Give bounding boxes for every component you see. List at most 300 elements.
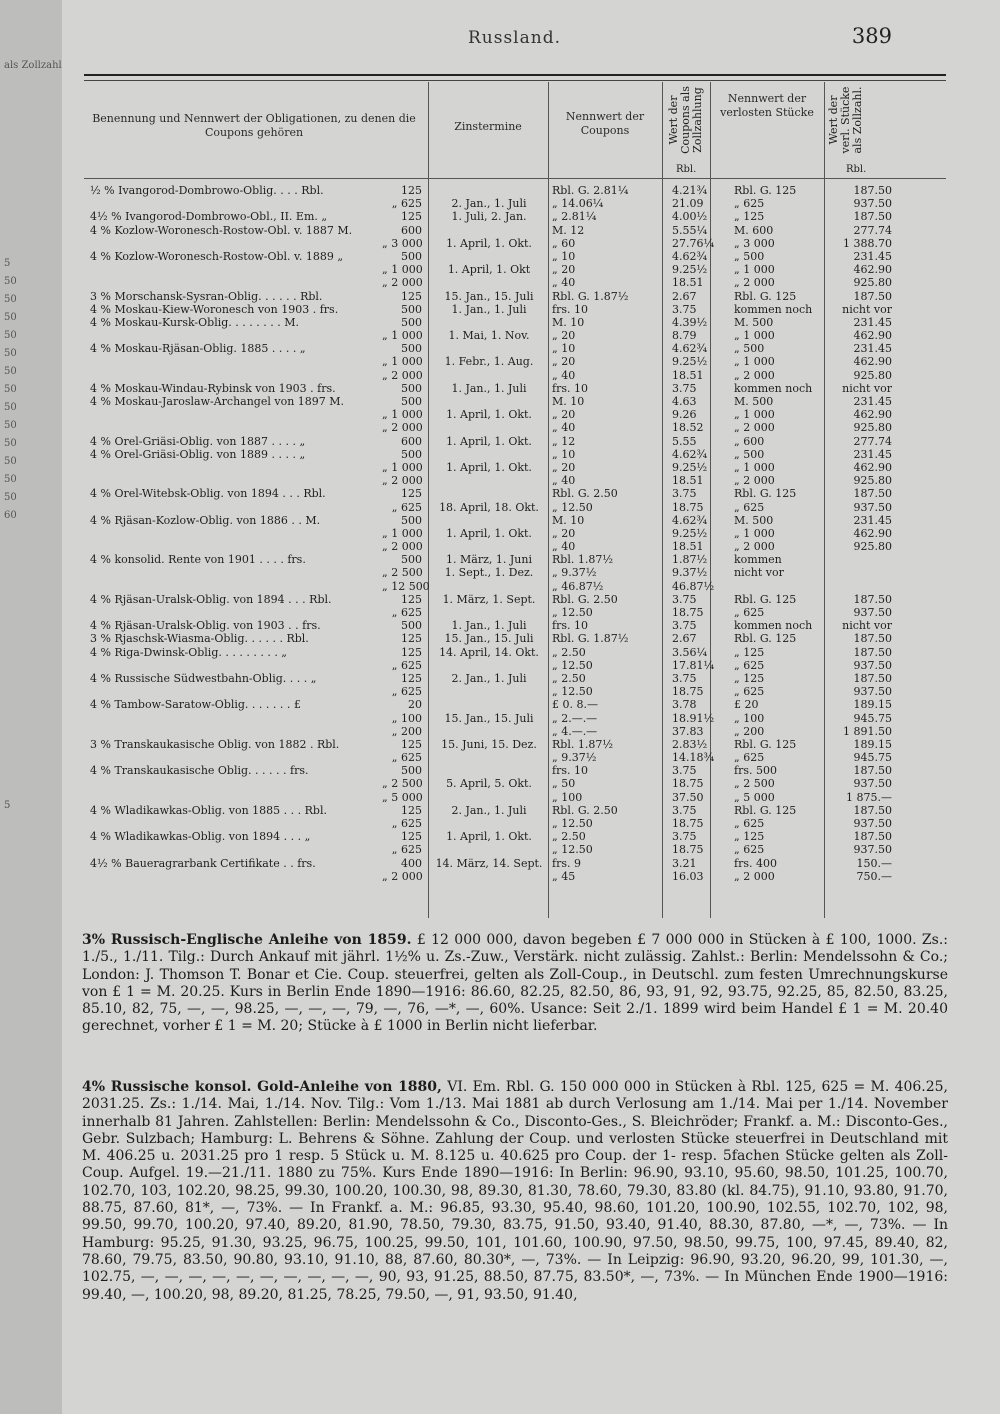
cell-coupon-zoll: 16.03 <box>672 869 704 883</box>
table-row <box>62 764 1000 777</box>
table-row <box>62 210 1000 223</box>
cell-drawn-value: „ 2 000 <box>734 421 775 435</box>
table-row <box>62 355 1000 368</box>
cell-name: 4 % Orel-Griäsi-Oblig. von 1887 . . . . „ <box>90 434 306 448</box>
cell-drawn-zoll: 937.50 <box>853 777 892 791</box>
cell-drawn-zoll: 187.50 <box>853 487 892 501</box>
cell-nominal: „ 625 <box>391 843 422 857</box>
cell-drawn-value: „ 625 <box>734 685 765 699</box>
cell-drawn-value: „ 600 <box>734 434 765 448</box>
cell-coupon-zoll: 3.75 <box>672 764 697 778</box>
cell-drawn-zoll: 937.50 <box>853 843 892 857</box>
cell-nominal: „ 2 000 <box>382 869 423 883</box>
table-row <box>62 593 1000 606</box>
cell-coupon-value: „ 4.—.— <box>552 724 598 738</box>
cell-nominal: „ 625 <box>391 751 422 765</box>
cell-drawn-zoll: 925.80 <box>853 421 892 435</box>
page-title: Russland. <box>467 28 561 48</box>
cell-drawn-zoll: 231.45 <box>853 249 892 263</box>
cell-coupon-zoll: 2.67 <box>672 632 697 646</box>
cell-drawn-value: „ 2 500 <box>734 777 775 791</box>
cell-coupon-zoll: 18.51 <box>672 540 704 554</box>
cell-drawn-value: „ 125 <box>734 671 765 685</box>
cell-name: 4 % Tambow-Saratow-Oblig. . . . . . . £ <box>90 698 301 712</box>
cell-coupon-value: frs. 9 <box>552 856 581 870</box>
cell-terms: 1. Febr., 1. Aug. <box>444 355 534 369</box>
cell-coupon-zoll: 4.00½ <box>672 210 708 224</box>
cell-nominal: „ 625 <box>391 606 422 619</box>
cell-coupon-value: „ 50 <box>552 777 576 791</box>
column-header-drawn-zoll: Wert der verl. Stücke als Zollzahl. <box>827 86 864 154</box>
cell-drawn-zoll: 462.90 <box>853 355 892 369</box>
cell-terms: 15. Jan., 15. Juli <box>444 632 534 646</box>
cell-coupon-zoll: 46.87½ <box>672 579 715 593</box>
cell-coupon-value: „ 40 <box>552 540 576 554</box>
cell-nominal: 500 <box>401 553 422 567</box>
table-row <box>62 685 1000 698</box>
cell-coupon-value: Rbl. G. 1.87½ <box>552 289 629 303</box>
cell-coupon-zoll: 27.76¼ <box>672 236 715 250</box>
cell-name: 4 % Moskau-Rjäsan-Oblig. 1885 . . . . „ <box>90 342 306 356</box>
cell-nominal: „ 625 <box>391 817 422 830</box>
margin-fragment: 50 <box>4 384 17 395</box>
cell-drawn-value: „ 500 <box>734 249 765 263</box>
cell-drawn-zoll: nicht vor <box>842 619 892 633</box>
cell-coupon-zoll: 5.55¼ <box>672 223 708 237</box>
cell-drawn-zoll: 750.— <box>856 869 892 883</box>
cell-terms: 1. März, 1. Sept. <box>442 592 536 606</box>
cell-coupon-value: „ 10 <box>552 342 576 356</box>
cell-terms: 1. April, 1. Okt. <box>446 830 532 844</box>
cell-coupon-value: „ 46.87½ <box>552 579 604 593</box>
cell-terms: 1. April, 1. Okt. <box>446 526 532 540</box>
cell-coupon-zoll: 4.63 <box>672 395 697 408</box>
cell-nominal: 500 <box>401 619 422 633</box>
cell-drawn-value: „ 625 <box>734 843 765 857</box>
paragraph-russisch-englische-anleihe <box>82 932 948 1036</box>
cell-drawn-value: „ 1 000 <box>734 460 775 474</box>
cell-drawn-zoll: 1 388.70 <box>843 236 892 250</box>
cell-name: 4 % Kozlow-Woronesch-Rostow-Obl. v. 1887 M. <box>90 223 353 237</box>
cell-drawn-zoll: 189.15 <box>853 698 892 712</box>
cell-nominal: „ 625 <box>391 658 422 672</box>
cell-drawn-zoll: 187.50 <box>853 289 892 303</box>
table-row <box>62 738 1000 751</box>
cell-drawn-value: kommen <box>734 553 782 567</box>
cell-drawn-zoll: 187.50 <box>853 592 892 606</box>
margin-fragment: 50 <box>4 456 17 467</box>
cell-terms: 1. März, 1. Juni <box>446 553 532 567</box>
cell-drawn-zoll: 945.75 <box>853 751 892 765</box>
cell-terms: 1. Jan., 1. Juli <box>451 619 527 633</box>
cell-coupon-zoll: 2.67 <box>672 289 697 303</box>
table-row <box>62 329 1000 342</box>
cell-coupon-zoll: 14.18¾ <box>672 751 715 765</box>
cell-coupon-value: „ 60 <box>552 236 576 250</box>
cell-drawn-value: kommen noch <box>734 302 813 316</box>
cell-drawn-value: „ 200 <box>734 724 765 738</box>
cell-drawn-zoll: 937.50 <box>853 817 892 830</box>
cell-nominal: „ 2 000 <box>382 474 423 488</box>
cell-coupon-zoll: 4.21¾ <box>672 184 708 197</box>
cell-coupon-value: £ 0. 8.— <box>552 698 598 712</box>
table-row <box>62 224 1000 237</box>
table-row <box>62 777 1000 790</box>
cell-name: 4½ % Ivangorod-Dombrowo-Obl., II. Em. „ <box>90 210 328 224</box>
unit-label: Rbl. <box>676 164 697 175</box>
cell-coupon-zoll: 21.09 <box>672 197 704 211</box>
cell-name: 4 % Russische Südwestbahn-Oblig. . . . „ <box>90 671 317 685</box>
cell-drawn-value: frs. 400 <box>734 856 777 870</box>
table-row <box>62 421 1000 434</box>
cell-terms: 14. April, 14. Okt. <box>439 645 539 659</box>
cell-coupon-value: „ 20 <box>552 460 576 474</box>
cell-coupon-value: „ 20 <box>552 329 576 343</box>
table-row <box>62 843 1000 856</box>
margin-fragment: 50 <box>4 420 17 431</box>
cell-name: 4 % Moskau-Kiew-Woronesch von 1903 . frs. <box>90 302 339 316</box>
margin-fragment: 50 <box>4 438 17 449</box>
cell-drawn-value: „ 500 <box>734 342 765 356</box>
cell-coupon-zoll: 3.75 <box>672 830 697 844</box>
cell-terms: 1. Juli, 2. Jan. <box>451 210 527 224</box>
cell-nominal: 125 <box>401 487 422 501</box>
cell-coupon-zoll: 18.52 <box>672 421 704 435</box>
cell-drawn-value: Rbl. G. 125 <box>734 632 797 646</box>
table-row <box>62 830 1000 843</box>
cell-drawn-zoll: 925.80 <box>853 540 892 554</box>
cell-coupon-value: „ 12.50 <box>552 817 593 830</box>
cell-drawn-value: „ 625 <box>734 658 765 672</box>
cell-drawn-zoll: 925.80 <box>853 276 892 290</box>
table-row <box>62 659 1000 672</box>
cell-coupon-zoll: 9.37½ <box>672 566 708 580</box>
cell-drawn-value: „ 5 000 <box>734 790 775 804</box>
table-row <box>62 725 1000 738</box>
cell-nominal: 125 <box>401 632 422 646</box>
table-row <box>62 369 1000 382</box>
cell-coupon-value: Rbl. G. 2.50 <box>552 592 618 606</box>
table-row <box>62 276 1000 289</box>
cell-nominal: „ 625 <box>391 685 422 699</box>
cell-nominal: 500 <box>401 764 422 778</box>
cell-coupon-zoll: 4.39½ <box>672 315 708 329</box>
cell-drawn-zoll: 462.90 <box>853 460 892 474</box>
table-row <box>62 448 1000 461</box>
cell-nominal: „ 1 000 <box>382 526 423 540</box>
cell-nominal: „ 1 000 <box>382 329 423 343</box>
table-header-rule <box>84 178 946 179</box>
table-row <box>62 672 1000 685</box>
cell-coupon-zoll: 37.83 <box>672 724 704 738</box>
cell-nominal: 125 <box>401 645 422 659</box>
cell-drawn-value: „ 100 <box>734 711 765 725</box>
cell-drawn-zoll: 1 891.50 <box>843 724 892 738</box>
cell-name: 4 % Wladikawkas-Oblig. von 1885 . . . Rbl. <box>90 803 327 817</box>
cell-coupon-value: frs. 10 <box>552 381 588 395</box>
cell-drawn-value: „ 2 000 <box>734 869 775 883</box>
table-row <box>62 606 1000 619</box>
cell-nominal: „ 2 000 <box>382 276 423 290</box>
table-row <box>62 632 1000 645</box>
paragraph-heading: 4% Russische konsol. Gold-Anleihe von 1880, <box>82 1079 442 1095</box>
cell-name: 4 % Transkaukasische Oblig. . . . . . frs. <box>90 764 309 778</box>
cell-coupon-value: Rbl. 1.87½ <box>552 553 613 567</box>
cell-coupon-zoll: 4.62¾ <box>672 342 708 356</box>
cell-name: 3 % Transkaukasische Oblig. von 1882 . Rbl. <box>90 737 340 751</box>
cell-coupon-value: „ 12 <box>552 434 576 448</box>
cell-coupon-zoll: 4.62¾ <box>672 249 708 263</box>
cell-coupon-value: „ 2.—.— <box>552 711 598 725</box>
margin-fragment: 60 <box>4 510 17 521</box>
cell-drawn-value: £ 20 <box>734 698 759 712</box>
margin-fragment: 5 <box>4 258 11 269</box>
cell-drawn-zoll: 462.90 <box>853 263 892 277</box>
table-row <box>62 474 1000 487</box>
paragraph-konsol-gold-anleihe <box>82 1079 948 1304</box>
cell-terms: 1. April, 1. Okt. <box>446 460 532 474</box>
table-row <box>62 527 1000 540</box>
cell-drawn-zoll: 937.50 <box>853 197 892 211</box>
cell-name: 4 % Rjäsan-Uralsk-Oblig. von 1894 . . . Rbl. <box>90 592 332 606</box>
cell-nominal: „ 3 000 <box>382 236 423 250</box>
cell-drawn-zoll: 231.45 <box>853 513 892 527</box>
cell-coupon-value: „ 20 <box>552 526 576 540</box>
cell-coupon-value: M. 10 <box>552 395 585 408</box>
cell-terms: 18. April, 18. Okt. <box>439 500 539 514</box>
cell-nominal: 500 <box>401 447 422 461</box>
cell-drawn-zoll: 187.50 <box>853 671 892 685</box>
cell-drawn-zoll: 945.75 <box>853 711 892 725</box>
cell-name: 4 % Moskau-Jaroslaw-Archangel von 1897 M. <box>90 395 345 408</box>
cell-coupon-zoll: 18.51 <box>672 368 704 382</box>
table-row <box>62 712 1000 725</box>
cell-nominal: „ 12 500 <box>382 579 430 593</box>
cell-coupon-zoll: 18.75 <box>672 500 704 514</box>
cell-coupon-zoll: 1.87½ <box>672 553 708 567</box>
cell-coupon-zoll: 18.75 <box>672 843 704 857</box>
cell-nominal: 125 <box>401 803 422 817</box>
cell-drawn-zoll: 462.90 <box>853 329 892 343</box>
cell-coupon-value: M. 12 <box>552 223 585 237</box>
cell-coupon-zoll: 3.21 <box>672 856 697 870</box>
cell-drawn-zoll: 937.50 <box>853 658 892 672</box>
cell-nominal: „ 2 000 <box>382 368 423 382</box>
cell-nominal: „ 625 <box>391 500 422 514</box>
cell-name: 4 % Moskau-Windau-Rybinsk von 1903 . frs. <box>90 381 336 395</box>
table-row <box>62 395 1000 408</box>
cell-coupon-zoll: 18.75 <box>672 777 704 791</box>
cell-coupon-zoll: 9.25½ <box>672 263 708 277</box>
cell-drawn-zoll: 925.80 <box>853 474 892 488</box>
cell-nominal: 125 <box>401 210 422 224</box>
table-row <box>62 408 1000 421</box>
cell-terms: 15. Jan., 15. Juli <box>444 711 534 725</box>
unit-label: Rbl. <box>846 164 867 175</box>
page-number: 389 <box>851 24 892 48</box>
cell-nominal: „ 1 000 <box>382 460 423 474</box>
table-row <box>62 580 1000 593</box>
cell-coupon-zoll: 18.75 <box>672 685 704 699</box>
column-header-coupon-value: Nennwert der Coupons <box>565 110 645 137</box>
table-row <box>62 514 1000 527</box>
cell-nominal: 125 <box>401 671 422 685</box>
cell-coupon-value: „ 40 <box>552 276 576 290</box>
cell-coupon-value: „ 9.37½ <box>552 751 597 765</box>
column-header-coupon-zoll: Wert der Coupons als Zollzahlung <box>667 86 704 154</box>
cell-coupon-zoll: 5.55 <box>672 434 697 448</box>
cell-drawn-zoll: 231.45 <box>853 395 892 408</box>
cell-nominal: 600 <box>401 434 422 448</box>
cell-coupon-value: „ 40 <box>552 368 576 382</box>
cell-terms: 1. Mai, 1. Nov. <box>448 329 530 343</box>
table-row <box>62 197 1000 210</box>
cell-drawn-zoll: 187.50 <box>853 803 892 817</box>
cell-coupon-value: „ 12.50 <box>552 606 593 619</box>
cell-drawn-value: M. 500 <box>734 513 774 527</box>
table-row <box>62 870 1000 883</box>
cell-coupon-zoll: 4.62¾ <box>672 513 708 527</box>
cell-coupon-zoll: 4.62¾ <box>672 447 708 461</box>
cell-name: 4 % Orel-Griäsi-Oblig. von 1889 . . . . „ <box>90 447 306 461</box>
cell-drawn-value: „ 1 000 <box>734 408 775 422</box>
cell-coupon-zoll: 3.75 <box>672 487 697 501</box>
cell-drawn-value: frs. 500 <box>734 764 777 778</box>
header-rule <box>84 74 946 76</box>
cell-coupon-zoll: 18.75 <box>672 606 704 619</box>
cell-nominal: 600 <box>401 223 422 237</box>
cell-drawn-zoll: 937.50 <box>853 685 892 699</box>
cell-coupon-value: „ 100 <box>552 790 583 804</box>
cell-nominal: 500 <box>401 315 422 329</box>
margin-fragment: 50 <box>4 366 17 377</box>
cell-drawn-value: „ 3 000 <box>734 236 775 250</box>
cell-drawn-value: „ 125 <box>734 830 765 844</box>
margin-fragment: 50 <box>4 492 17 503</box>
table-row <box>62 791 1000 804</box>
cell-coupon-zoll: 18.91½ <box>672 711 715 725</box>
cell-coupon-value: „ 14.06¼ <box>552 197 604 211</box>
table-row <box>62 250 1000 263</box>
cell-drawn-zoll: 187.50 <box>853 632 892 646</box>
cell-nominal: 20 <box>408 698 422 712</box>
cell-nominal: 125 <box>401 184 422 197</box>
cell-name: ½ % Ivangorod-Dombrowo-Oblig. . . . Rbl. <box>90 184 324 197</box>
cell-drawn-zoll: 150.— <box>856 856 892 870</box>
cell-name: 4 % Wladikawkas-Oblig. von 1894 . . . „ <box>90 830 311 844</box>
table-row <box>62 804 1000 817</box>
cell-coupon-value: „ 2.50 <box>552 830 586 844</box>
margin-fragment: 5 <box>4 800 11 811</box>
paragraph-body: VI. Em. Rbl. G. 150 000 000 in Stücken à Rbl. 125, 625 = M. 406.25, 2031.25. Zs.: 1./14. Mai, 1./14. Nov. Tilg.: Vom 1./13. Mai 1881 ab durch Verlosung am 1./14. Mai per 1./14. November innerhalb 81 Jahren. Zahlstellen: Berlin: Mendelssohn & Co., Disconto-Ges., S. Bleichröder; Frankf. a. M.: Disconto-Ges., Gebr. Sulzbach; Hamburg: L. Behrens & Söhne. Zahlung der Coup. und verlosten Stücke steuerfrei in Deutschland mit M. 406.25 u. 2031.25 pro 1 resp. 5 Stück u. M. 8.125 u. 40.625 pro Coup. der 1- resp. 5fachen Stücke gelten als Zoll-Coup. Aufgel. 19.—21./11. 1880 zu 75%. Kurs Ende 1890—1916: In Berlin: 96.90, 93.10, 95.60, 98.50, 101.25, 100.70, 102.70, 103, 102.20, 98.25, 99.30, 100.20, 100.30, 98, 89.30, 81.30, 78.60, 79.30, 83.80 (kl. 84.75), 91.10, 93.80, 91.70, 88.75, 87.60, 81*, —, 73%. — In Frankf. a. M.: 96.85, 93.30, 95.40, 98.60, 101.20, 100.90, 102.55, 102.70, 102, 98, 99.50, 99.70, 100.20, 97.40, 89.20, 81.90, 78.50, 79.30, 83.75, 91.50, 93.40, 91.40, 88.30, 87.80, —*, —, 73%. — In Hamburg: 95.25, 91.30, 93.25, 96.75, 100.25, 99.50, 101, 101.60, 100.90, 97.50, 98.50, 99.75, 100, 97.45, 89.40, 82, 78.60, 79.75, 83.50, 90.80, 93.10, 91.10, 88, 87.60, 80.30*, —, 73%. — In Leipzig: 96.90, 93.20, 96.20, 99, 101.30, —, 102.75, —, —, —, —, —, —, —, —, —, —, 90, 93, 91.25, 88.50, 87.75, 83.50*, —, 73%. — In München Ende 1900—1916: 99.40, —, 100.20, 98, 89.20, 81.25, 78.25, 79.50, —, 91, 93.50, 91.40, <box>82 1079 949 1303</box>
column-header-terms: Zinstermine <box>454 120 522 133</box>
cell-terms: 1. Sept., 1. Dez. <box>444 566 534 580</box>
margin-fragment: 50 <box>4 276 17 287</box>
margin-fragment: 50 <box>4 474 17 485</box>
cell-coupon-value: „ 9.37½ <box>552 566 597 580</box>
table-row <box>62 817 1000 830</box>
cell-drawn-value: „ 625 <box>734 500 765 514</box>
cell-drawn-zoll: nicht vor <box>842 302 892 316</box>
cell-drawn-value: Rbl. G. 125 <box>734 803 797 817</box>
cell-coupon-value: „ 2.81¼ <box>552 210 597 224</box>
cell-drawn-value: „ 625 <box>734 817 765 830</box>
cell-nominal: 125 <box>401 830 422 844</box>
cell-drawn-value: „ 1 000 <box>734 526 775 540</box>
cell-drawn-value: „ 125 <box>734 645 765 659</box>
cell-coupon-zoll: 3.75 <box>672 619 697 633</box>
cell-nominal: 500 <box>401 381 422 395</box>
cell-drawn-zoll: 1 875.— <box>846 790 892 804</box>
cell-drawn-zoll: 277.74 <box>853 223 892 237</box>
table-row <box>62 303 1000 316</box>
cell-drawn-value: Rbl. G. 125 <box>734 592 797 606</box>
table-row <box>62 698 1000 711</box>
left-page-margin <box>0 0 64 1414</box>
cell-coupon-zoll: 18.51 <box>672 474 704 488</box>
cell-name: 4 % Rjäsan-Kozlow-Oblig. von 1886 . . M. <box>90 513 321 527</box>
cell-nominal: 400 <box>401 856 422 870</box>
table-row <box>62 461 1000 474</box>
column-header-drawn-value: Nennwert der verlosten Stücke <box>720 92 814 119</box>
cell-coupon-zoll: 3.75 <box>672 803 697 817</box>
cell-drawn-value: „ 625 <box>734 606 765 619</box>
cell-drawn-zoll: 937.50 <box>853 606 892 619</box>
cell-drawn-value: M. 600 <box>734 223 774 237</box>
cell-nominal: „ 2 500 <box>382 777 423 791</box>
cell-coupon-value: „ 2.50 <box>552 671 586 685</box>
table-row <box>62 751 1000 764</box>
cell-coupon-value: „ 12.50 <box>552 658 593 672</box>
cell-nominal: 500 <box>401 249 422 263</box>
cell-drawn-zoll: 187.50 <box>853 830 892 844</box>
cell-drawn-value: Rbl. G. 125 <box>734 289 797 303</box>
cell-terms: 2. Jan., 1. Juli <box>451 803 527 817</box>
table-row <box>62 342 1000 355</box>
cell-terms: 2. Jan., 1. Juli <box>451 197 527 211</box>
cell-coupon-value: Rbl. G. 2.81¼ <box>552 184 629 197</box>
table-row <box>62 316 1000 329</box>
cell-nominal: „ 2 000 <box>382 421 423 435</box>
cell-nominal: 500 <box>401 342 422 356</box>
cell-name: 4 % Moskau-Kursk-Oblig. . . . . . . . M. <box>90 315 299 329</box>
cell-name: 4 % Rjäsan-Uralsk-Oblig. von 1903 . . frs. <box>90 619 321 633</box>
cell-drawn-zoll: 231.45 <box>853 342 892 356</box>
cell-coupon-zoll: 3.75 <box>672 302 697 316</box>
cell-coupon-zoll: 18.51 <box>672 276 704 290</box>
cell-coupon-value: „ 10 <box>552 249 576 263</box>
cell-nominal: 500 <box>401 513 422 527</box>
margin-fragment: 50 <box>4 402 17 413</box>
margin-fragment: als Zollzahl <box>4 60 62 71</box>
paragraph-heading: 3% Russisch-Englische Anleihe von 1859. <box>82 932 412 948</box>
table-row <box>62 263 1000 276</box>
cell-drawn-zoll: 187.50 <box>853 645 892 659</box>
cell-name: 4 % konsolid. Rente von 1901 . . . . frs. <box>90 553 306 567</box>
cell-nominal: 500 <box>401 395 422 408</box>
margin-fragment: 50 <box>4 312 17 323</box>
cell-terms: 5. April, 5. Okt. <box>446 777 532 791</box>
paragraph-body: £ 12 000 000, davon begeben £ 7 000 000 in Stücken à £ 100, 1000. Zs.: 1./5., 1./11. Tilg.: Durch Ankauf mit jährl. 1½% u. Zs.-Zuw., Verstärk. nicht zulässig. Zahlst.: Berlin: Mendelssohn & Co.; London: J. Thomson T. Bonar et Cie. Coup. steuerfrei, gelten als Zoll-Coup., in Deutschl. zum festen Umrechnungskurse von £ 1 = M. 20.25. Kurs in Berlin Ende 1890—1916: 86.60, 82.25, 82.50, 86, 93, 91, 92, 93.75, 92.25, 85, 82.50, 83.25, 85.10, 82, 75, —, —, 98.25, —, —, —, 79, —, 76, —*, —, 60%. Usance: Seit 2./1. 1899 wird beim Handel £ 1 = M. 20.40 gerechnet, vorher £ 1 = M. 20; Stücke à £ 1000 in Berlin nicht lieferbar. <box>82 932 949 1035</box>
table-row <box>62 237 1000 250</box>
cell-drawn-value: „ 125 <box>734 210 765 224</box>
cell-drawn-zoll: 937.50 <box>853 500 892 514</box>
cell-coupon-value: frs. 10 <box>552 764 588 778</box>
cell-coupon-value: M. 10 <box>552 315 585 329</box>
cell-coupon-value: „ 20 <box>552 408 576 422</box>
cell-coupon-value: „ 20 <box>552 263 576 277</box>
cell-coupon-value: Rbl. G. 1.87½ <box>552 632 629 646</box>
